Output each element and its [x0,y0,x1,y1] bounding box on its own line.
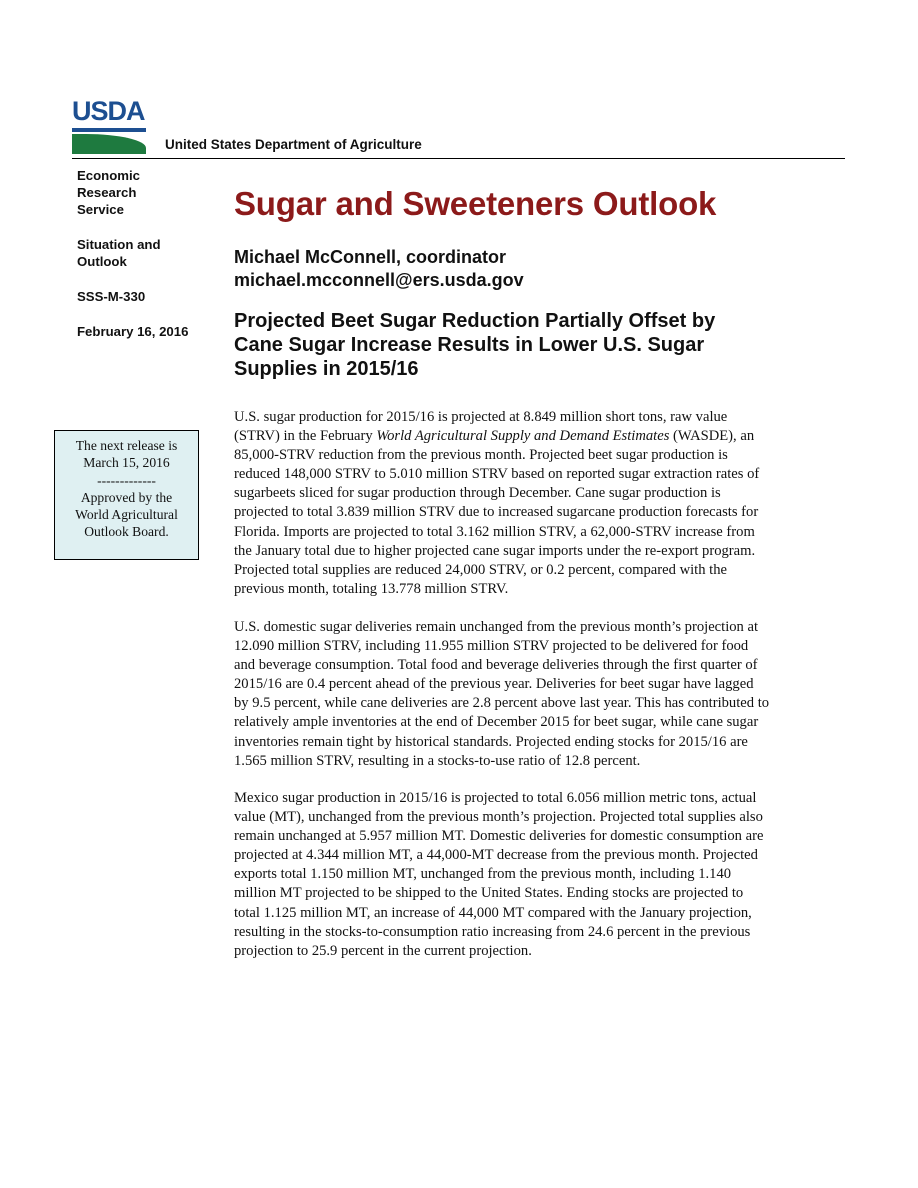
logo-band-green [72,134,146,154]
paragraph-us-production [234,408,759,599]
text-line: 2015/16 are 0.4 percent ahead of the previous year. Deliveries for beet sugar have lagged [234,676,754,693]
text-line: Florida. Imports are projected to total 3.162 million STRV, a 62,000-STRV increase from [234,523,755,540]
release-divider: ------------- [97,472,156,488]
text-line: exports total 1.150 million MT, unchanged from the previous month, including 1.140 [234,866,732,883]
text-line: sugarbeets sliced for sugar production through December. Cane sugar production is [234,485,721,502]
next-release-box [54,430,199,560]
paragraph-mexico [234,789,763,961]
text-line-with-italic: (STRV) in the February World Agricultural Supply and Demand Estimates (WASDE), an [234,428,755,445]
agency-line: Service [77,202,124,217]
text-line: the January total due to higher projected cane sugar imports under the re-export program. [234,542,756,559]
report-title: Sugar and Sweeteners Outlook [234,185,717,222]
text-line: by 9.5 percent, while cane deliveries are 2.8 percent above last year. This has contributed to [234,695,770,712]
report-date: February 16, 2016 [77,324,189,339]
text-line: Mexico sugar production in 2015/16 is projected to total 6.056 million metric tons, actual [234,790,757,806]
usda-logo [72,96,146,154]
text-line: projected at 4.344 million MT, a 44,000-MT decrease from the previous month. Projected [234,847,758,864]
section-heading [234,309,774,381]
heading-line: Projected Beet Sugar Reduction Partially Offset by [234,310,716,332]
agency-line: Research [77,185,137,200]
text-line: 12.090 million STRV, including 11.955 million STRV projected to be delivered for food [234,638,749,655]
text-line: U.S. sugar production for 2015/16 is projected at 8.849 million short tons, raw value [234,409,728,425]
series-line: Situation and [77,237,161,252]
department-name: United States Department of Agriculture [165,137,422,152]
paragraph-us-deliveries [234,618,769,771]
report-id: SSS-M-330 [77,289,146,304]
author-block [234,246,524,292]
text-line: projection to 25.9 percent in the current projection. [234,942,532,959]
series-line: Outlook [77,254,127,269]
text-line: 1.565 million STRV, resulting in a stocks-to-use ratio of 12.8 percent. [234,752,641,769]
release-line: March 15, 2016 [83,455,170,471]
text-line: and beverage consumption. Total food and beverage deliveries through the first quarter of [234,657,758,674]
text-line: U.S. domestic sugar deliveries remain unchanged from the previous month’s projection at [234,619,759,635]
text-line: relatively ample inventories at the end of December 2015 for beet sugar, while cane sugar [234,714,759,731]
agency-line: Economic [77,168,141,183]
release-line: Approved by the [80,489,173,505]
text-line: projected to total 3.839 million STRV due to increased sugarcane production forecasts for [234,504,759,521]
text-line: resulting in the stocks-to-consumption ratio increasing from 24.6 percent in the previous [234,923,751,940]
text-line: Projected total supplies are reduced 24,000 STRV, or 0.2 percent, compared with the [234,561,727,578]
heading-line: Supplies in 2015/16 [234,358,419,380]
series-name [77,236,161,270]
logo-band-blue [72,128,146,132]
release-line: Outlook Board. [84,524,169,540]
text-line: 85,000-STRV reduction from the previous month. Projected beet sugar production is [234,447,728,464]
text-line: remain unchanged at 5.957 million MT. Domestic deliveries for domestic consumption are [234,828,764,845]
agency-name [77,167,140,218]
heading-line: Cane Sugar Increase Results in Lower U.S. Sugar [234,334,705,356]
text-line: inventories remain tight by historical standards. Projected ending stocks for 2015/16 are [234,733,748,750]
release-line: The next release is [75,438,178,453]
text-line: value (MT), unchanged from the previous month’s projection. Projected total supplies also [234,809,763,826]
release-line: World Agricultural [75,507,178,523]
usda-logo-text: USDA [72,96,145,126]
text-line: previous month, totaling 13.778 million STRV. [234,580,509,597]
text-line: reduced 148,000 STRV to 5.010 million STRV based on reported sugar extraction rates of [234,466,760,483]
header-divider [72,158,845,159]
author-email: michael.mcconnell@ers.usda.gov [234,270,524,290]
author-name: Michael McConnell, coordinator [234,247,507,267]
text-line: million MT projected to be shipped to the United States. Ending stocks are projected to [234,885,744,902]
text-line: total 1.125 million MT, an increase of 44,000 MT compared with the January projection, [234,904,752,921]
